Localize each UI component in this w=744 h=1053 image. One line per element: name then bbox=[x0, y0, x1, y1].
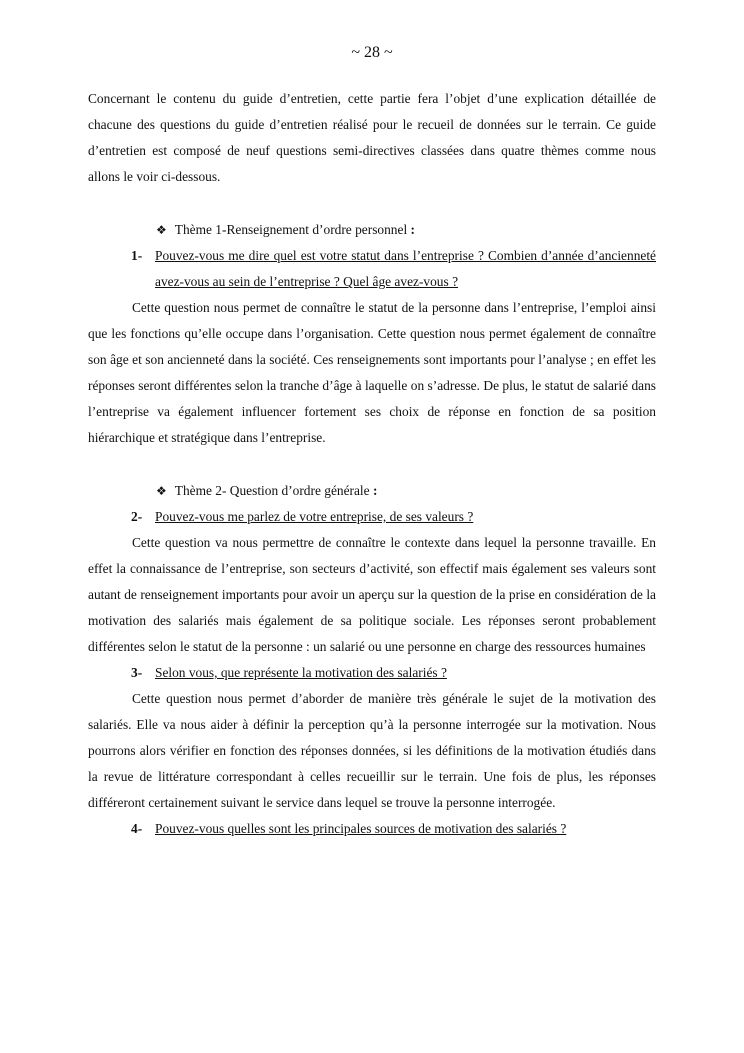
question-4 bbox=[131, 816, 656, 842]
spacer bbox=[88, 451, 656, 478]
question-4-number: 4- bbox=[131, 821, 143, 836]
question-2-text: Pouvez-vous me parlez de votre entreprise, de ses valeurs ? bbox=[155, 509, 474, 524]
question-3-number: 3- bbox=[131, 665, 143, 680]
question-4-text: Pouvez-vous quelles sont les principales sources de motivation des salariés ? bbox=[155, 821, 567, 836]
theme-1-heading bbox=[156, 217, 656, 243]
paragraph-1: Cette question nous permet de connaître le statut de la personne dans l’entreprise, l’emploi ainsi que les fonctions qu’elle occupe dans l’organisation. Cette question nous permet également de connaître son âge et son ancienneté dans la société. Ces renseignements sont importants pour l’analyse ; en effet les réponses seront différentes selon la tranche d’âge à laquelle on s’adresse. De plus, le statut de salarié dans l’entreprise va également influencer fortement ses choix de réponse en fonction de sa position hiérarchique et stratégique dans l’entreprise. bbox=[88, 300, 656, 445]
question-1 bbox=[131, 243, 656, 295]
page-number: ~ 28 ~ bbox=[351, 44, 393, 61]
document-body bbox=[88, 86, 656, 842]
intro-paragraph: Concernant le contenu du guide d’entretien, cette partie fera l’objet d’une explication détaillée de chacune des questions du guide d’entretien réalisé pour le recueil de données sur le terrain. Ce guide d’entretien est composé de neuf questions semi-directives classées dans quatre thèmes comme nous allons le voir ci-dessous. bbox=[88, 91, 656, 184]
question-2-number: 2- bbox=[131, 509, 143, 524]
question-1-number: 1- bbox=[131, 248, 143, 263]
spacer bbox=[88, 190, 656, 217]
theme-1-label: Thème 1-Renseignement d’ordre personnel bbox=[174, 222, 408, 237]
theme-2-heading bbox=[156, 478, 656, 504]
question-3-text: Selon vous, que représente la motivation des salariés ? bbox=[155, 665, 447, 680]
paragraph-3: Cette question nous permet d’aborder de manière très générale le sujet de la motivation des salariés. Elle va nous aider à définir la perception qu’à la personne interrogée sur la motivation. Nous pourrons alors vérifier en fonction des réponses données, si les définitions de la motivation étudiés dans la revue de littérature correspondant à celles recueillir sur le terrain. Une fois de plus, les réponses différeront certainement suivant le service dans lequel se trouve la personne interrogée. bbox=[88, 691, 656, 810]
question-3 bbox=[131, 660, 656, 686]
theme-1-colon: : bbox=[410, 222, 415, 237]
paragraph-2: Cette question va nous permettre de connaître le contexte dans lequel la personne travaille. En effet la connaissance de l’entreprise, son secteurs d’activité, son effectif mais également ses valeurs sont autant de renseignement importants pour avoir un aperçu sur la question de la prise en considération de la motivation des salariés mais également de sa politique sociale. Les réponses seront probablement différentes selon le statut de la personne : un salarié ou une personne en charge des ressources humaines bbox=[88, 535, 656, 654]
question-2 bbox=[131, 504, 656, 530]
diamond-bullet-icon: ❖ bbox=[156, 223, 167, 237]
question-1-text: Pouvez-vous me dire quel est votre statut dans l’entreprise ? Combien d’année d’ancienneté avez-vous au sein de l’entreprise ? Quel âge avez-vous ? bbox=[155, 248, 656, 289]
diamond-bullet-icon: ❖ bbox=[156, 484, 167, 498]
theme-2-colon: : bbox=[372, 483, 378, 498]
theme-2-label: Thème 2- Question d’ordre générale bbox=[174, 483, 370, 498]
